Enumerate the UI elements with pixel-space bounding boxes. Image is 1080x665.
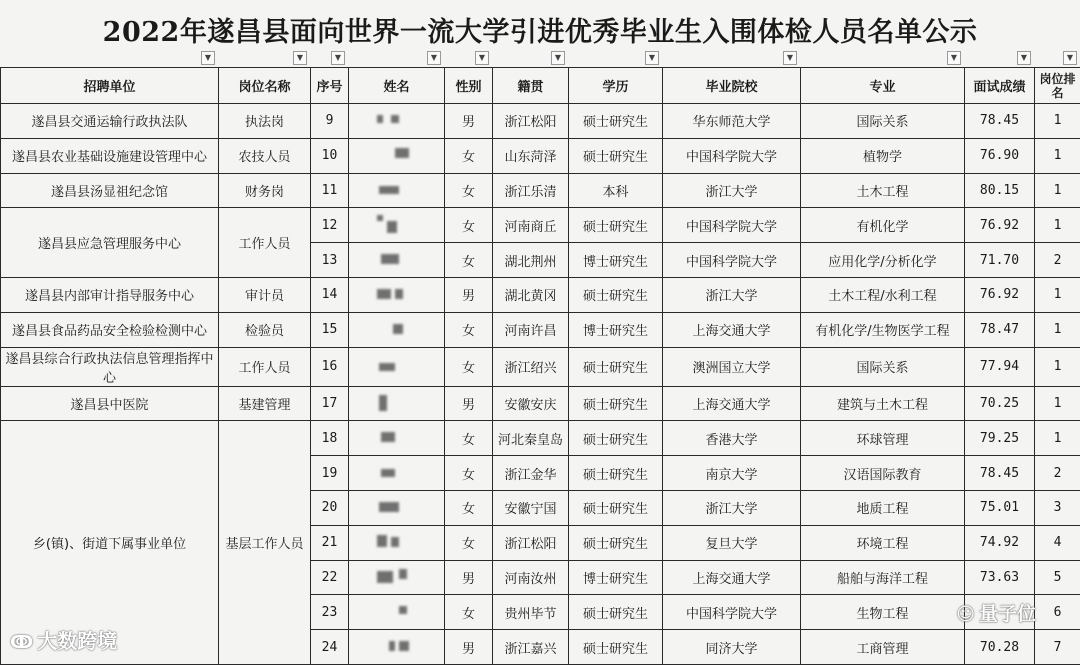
dropdown-filter-icon[interactable]: ▼ (1017, 51, 1031, 65)
cell-origin: 安徽宁国 (493, 490, 569, 525)
cell-school: 中国科学院大学 (663, 138, 801, 173)
cell-unit: 遂昌县交通运输行政执法队 (1, 104, 219, 139)
cell-school: 香港大学 (663, 421, 801, 456)
cell-name (349, 525, 445, 560)
header-score: 面试成绩 (965, 68, 1035, 104)
cell-school: 华东师范大学 (663, 104, 801, 139)
cell-major: 地质工程 (801, 490, 965, 525)
watermark-left: ↂ 大数跨境 (10, 625, 117, 654)
dropdown-filter-icon[interactable]: ▼ (783, 51, 797, 65)
cell-name (349, 386, 445, 421)
cell-origin: 湖北荆州 (493, 243, 569, 278)
cell-gender: 女 (445, 173, 493, 208)
cell-major: 船舶与海洋工程 (801, 560, 965, 595)
cell-degree: 硕士研究生 (569, 208, 663, 243)
cell-rank: 6 (1035, 595, 1080, 630)
redacted-name-blur (379, 186, 399, 194)
cell-school: 中国科学院大学 (663, 243, 801, 278)
cell-origin: 浙江嘉兴 (493, 630, 569, 665)
filter-cell (444, 51, 492, 67)
table-row (1, 138, 1080, 173)
cell-origin: 浙江松阳 (493, 525, 569, 560)
cell-score: 75.01 (965, 490, 1035, 525)
cell-origin: 浙江松阳 (493, 104, 569, 139)
filter-cell (800, 51, 964, 67)
header-origin: 籍贯 (493, 68, 569, 104)
cell-score: 78.45 (965, 456, 1035, 491)
cell-name (349, 490, 445, 525)
redacted-name-blur (377, 115, 383, 123)
cell-no: 18 (311, 421, 349, 456)
header-school: 毕业院校 (663, 68, 801, 104)
page-title: 2022年遂昌县面向世界一流大学引进优秀毕业生入围体检人员名单公示 (0, 10, 1080, 49)
filter-cell (218, 51, 310, 67)
cell-no: 11 (311, 173, 349, 208)
cell-school: 同济大学 (663, 630, 801, 665)
redacted-name-blur (399, 641, 409, 651)
cell-no: 13 (311, 243, 349, 278)
cell-name (349, 347, 445, 386)
redacted-name-blur (391, 115, 399, 123)
cell-gender: 女 (445, 490, 493, 525)
cell-unit: 遂昌县农业基础设施建设管理中心 (1, 138, 219, 173)
cell-degree: 硕士研究生 (569, 456, 663, 491)
cell-degree: 博士研究生 (569, 243, 663, 278)
cell-name (349, 104, 445, 139)
cell-no: 10 (311, 138, 349, 173)
dropdown-filter-icon[interactable]: ▼ (551, 51, 565, 65)
cell-rank: 1 (1035, 421, 1080, 456)
cell-school: 浙江大学 (663, 490, 801, 525)
cell-rank: 2 (1035, 456, 1080, 491)
cell-score: 76.92 (965, 208, 1035, 243)
cell-score: 78.47 (965, 312, 1035, 347)
cell-position: 工作人员 (219, 208, 311, 278)
cell-no: 22 (311, 560, 349, 595)
header-no: 序号 (311, 68, 349, 104)
redacted-name-blur (381, 432, 395, 442)
cell-major: 有机化学 (801, 208, 965, 243)
cell-degree: 硕士研究生 (569, 421, 663, 456)
cell-school: 复旦大学 (663, 525, 801, 560)
cell-position: 农技人员 (219, 138, 311, 173)
table-row (1, 277, 1080, 312)
cell-no: 17 (311, 386, 349, 421)
cell-position: 财务岗 (219, 173, 311, 208)
table-row (1, 312, 1080, 347)
cell-score: 77.94 (965, 347, 1035, 386)
cell-school: 浙江大学 (663, 173, 801, 208)
cell-no: 23 (311, 595, 349, 630)
redacted-name-blur (399, 606, 407, 614)
filter-cell (568, 51, 662, 67)
redacted-name-blur (381, 469, 395, 477)
redacted-name-blur (377, 535, 387, 547)
cell-degree: 硕士研究生 (569, 490, 663, 525)
cell-name (349, 208, 445, 243)
cell-gender: 男 (445, 386, 493, 421)
cell-school: 上海交通大学 (663, 386, 801, 421)
cell-score: 80.15 (965, 173, 1035, 208)
cell-major: 应用化学/分析化学 (801, 243, 965, 278)
cell-rank: 7 (1035, 630, 1080, 665)
cell-degree: 博士研究生 (569, 312, 663, 347)
cell-origin: 河北秦皇岛 (493, 421, 569, 456)
redacted-name-blur (379, 363, 395, 371)
cell-major: 建筑与土木工程 (801, 386, 965, 421)
cell-unit: 遂昌县内部审计指导服务中心 (1, 277, 219, 312)
redacted-name-blur (379, 395, 387, 411)
cell-rank: 1 (1035, 347, 1080, 386)
cell-school: 澳洲国立大学 (663, 347, 801, 386)
header-position: 岗位名称 (219, 68, 311, 104)
header-rank: 岗位排名 (1035, 68, 1080, 104)
dropdown-filter-icon[interactable]: ▼ (947, 51, 961, 65)
cell-degree: 硕士研究生 (569, 386, 663, 421)
cell-name (349, 595, 445, 630)
cell-origin: 山东菏泽 (493, 138, 569, 173)
cell-origin: 河南商丘 (493, 208, 569, 243)
cell-score: 78.45 (965, 104, 1035, 139)
redacted-name-blur (381, 254, 399, 264)
cell-score: 76.92 (965, 277, 1035, 312)
cell-origin: 浙江金华 (493, 456, 569, 491)
dropdown-filter-icon[interactable]: ▼ (331, 51, 345, 65)
cell-score: 74.92 (965, 525, 1035, 560)
table-row (1, 173, 1080, 208)
cell-rank: 1 (1035, 104, 1080, 139)
redacted-name-blur (377, 289, 391, 299)
cell-major: 汉语国际教育 (801, 456, 965, 491)
cell-degree: 硕士研究生 (569, 138, 663, 173)
cell-major: 工商管理 (801, 630, 965, 665)
header-major: 专业 (801, 68, 965, 104)
wechat-icon: ☺ (956, 604, 975, 625)
cell-school: 中国科学院大学 (663, 208, 801, 243)
cell-no: 15 (311, 312, 349, 347)
cell-degree: 本科 (569, 173, 663, 208)
cell-unit: 遂昌县汤显祖纪念馆 (1, 173, 219, 208)
candidate-table (0, 67, 1080, 665)
cell-origin: 河南许昌 (493, 312, 569, 347)
header-name: 姓名 (349, 68, 445, 104)
cell-score: 76.90 (965, 138, 1035, 173)
cell-position: 执法岗 (219, 104, 311, 139)
filter-row (0, 51, 1080, 67)
cell-rank: 1 (1035, 277, 1080, 312)
cell-degree: 博士研究生 (569, 560, 663, 595)
cell-score: 71.70 (965, 243, 1035, 278)
cell-name (349, 456, 445, 491)
redacted-name-blur (399, 569, 407, 579)
cell-gender: 女 (445, 525, 493, 560)
cell-name (349, 277, 445, 312)
redacted-name-blur (395, 289, 403, 299)
dropdown-filter-icon[interactable]: ▼ (293, 51, 307, 65)
cell-major: 国际关系 (801, 347, 965, 386)
cell-gender: 女 (445, 312, 493, 347)
cell-rank: 1 (1035, 312, 1080, 347)
cell-degree: 硕士研究生 (569, 525, 663, 560)
redacted-name-blur (377, 571, 393, 583)
header-row (1, 68, 1080, 104)
dropdown-filter-icon[interactable]: ▼ (645, 51, 659, 65)
redacted-name-blur (395, 148, 409, 158)
cell-score: 70.28 (965, 630, 1035, 665)
cell-major: 土木工程 (801, 173, 965, 208)
filter-cell (1034, 51, 1080, 67)
header-degree: 学历 (569, 68, 663, 104)
cell-major: 生物工程 (801, 595, 965, 630)
cell-name (349, 630, 445, 665)
filter-cell (310, 51, 348, 67)
cell-name (349, 173, 445, 208)
watermark-right: ☺ 量子位 (956, 599, 1036, 626)
cell-position: 检验员 (219, 312, 311, 347)
cell-school: 浙江大学 (663, 277, 801, 312)
weibo-icon: ↂ (10, 632, 33, 653)
cell-no: 24 (311, 630, 349, 665)
cell-no: 12 (311, 208, 349, 243)
cell-no: 9 (311, 104, 349, 139)
cell-gender: 男 (445, 277, 493, 312)
cell-no: 14 (311, 277, 349, 312)
cell-rank: 1 (1035, 138, 1080, 173)
filter-cell (492, 51, 568, 67)
cell-rank: 2 (1035, 243, 1080, 278)
dropdown-filter-icon[interactable]: ▼ (475, 51, 489, 65)
filter-cell (964, 51, 1034, 67)
cell-no: 16 (311, 347, 349, 386)
cell-rank: 3 (1035, 490, 1080, 525)
table-row (1, 421, 1080, 456)
cell-unit: 遂昌县中医院 (1, 386, 219, 421)
cell-name (349, 421, 445, 456)
cell-position: 基层工作人员 (219, 421, 311, 665)
cell-major: 环境工程 (801, 525, 965, 560)
cell-rank: 5 (1035, 560, 1080, 595)
redacted-name-blur (391, 537, 399, 547)
cell-gender: 女 (445, 456, 493, 491)
cell-major: 环球管理 (801, 421, 965, 456)
redacted-name-blur (377, 215, 383, 221)
header-gender: 性别 (445, 68, 493, 104)
cell-school: 上海交通大学 (663, 312, 801, 347)
cell-position: 工作人员 (219, 347, 311, 386)
cell-school: 南京大学 (663, 456, 801, 491)
cell-gender: 男 (445, 104, 493, 139)
dropdown-filter-icon[interactable]: ▼ (201, 51, 215, 65)
cell-unit: 乡(镇)、街道下属事业单位 (1, 421, 219, 665)
cell-name (349, 138, 445, 173)
cell-position: 审计员 (219, 277, 311, 312)
cell-gender: 女 (445, 208, 493, 243)
redacted-name-blur (387, 221, 397, 233)
cell-no: 19 (311, 456, 349, 491)
cell-origin: 河南汝州 (493, 560, 569, 595)
cell-major: 有机化学/生物医学工程 (801, 312, 965, 347)
redacted-name-blur (393, 324, 403, 334)
cell-origin: 浙江绍兴 (493, 347, 569, 386)
cell-unit: 遂昌县应急管理服务中心 (1, 208, 219, 278)
cell-origin: 安徽安庆 (493, 386, 569, 421)
cell-gender: 女 (445, 243, 493, 278)
cell-rank: 4 (1035, 525, 1080, 560)
table-row (1, 386, 1080, 421)
cell-degree: 硕士研究生 (569, 347, 663, 386)
cell-unit: 遂昌县食品药品安全检验检测中心 (1, 312, 219, 347)
cell-score: 79.25 (965, 421, 1035, 456)
cell-origin: 湖北黄冈 (493, 277, 569, 312)
cell-gender: 女 (445, 595, 493, 630)
cell-gender: 女 (445, 138, 493, 173)
table-row (1, 208, 1080, 243)
cell-gender: 女 (445, 421, 493, 456)
cell-name (349, 312, 445, 347)
cell-rank: 1 (1035, 386, 1080, 421)
cell-score: 73.63 (965, 560, 1035, 595)
dropdown-filter-icon[interactable]: ▼ (1063, 51, 1077, 65)
cell-degree: 硕士研究生 (569, 630, 663, 665)
cell-major: 植物学 (801, 138, 965, 173)
cell-gender: 男 (445, 560, 493, 595)
cell-rank: 1 (1035, 208, 1080, 243)
filter-cell (348, 51, 444, 67)
dropdown-filter-icon[interactable]: ▼ (427, 51, 441, 65)
header-unit: 招聘单位 (1, 68, 219, 104)
redacted-name-blur (389, 641, 395, 651)
cell-origin: 浙江乐清 (493, 173, 569, 208)
cell-no: 20 (311, 490, 349, 525)
cell-major: 国际关系 (801, 104, 965, 139)
cell-name (349, 243, 445, 278)
redacted-name-blur (379, 502, 399, 512)
cell-degree: 硕士研究生 (569, 595, 663, 630)
cell-no: 21 (311, 525, 349, 560)
cell-origin: 贵州毕节 (493, 595, 569, 630)
filter-cell (0, 51, 218, 67)
cell-gender: 女 (445, 347, 493, 386)
cell-major: 土木工程/水利工程 (801, 277, 965, 312)
cell-school: 上海交通大学 (663, 560, 801, 595)
table-row (1, 104, 1080, 139)
cell-score: 70.25 (965, 386, 1035, 421)
cell-position: 基建管理 (219, 386, 311, 421)
cell-unit: 遂昌县综合行政执法信息管理指挥中心 (1, 347, 219, 386)
cell-school: 中国科学院大学 (663, 595, 801, 630)
cell-degree: 硕士研究生 (569, 277, 663, 312)
cell-degree: 硕士研究生 (569, 104, 663, 139)
cell-name (349, 560, 445, 595)
cell-rank: 1 (1035, 173, 1080, 208)
filter-cell (662, 51, 800, 67)
cell-gender: 男 (445, 630, 493, 665)
table-row (1, 347, 1080, 386)
